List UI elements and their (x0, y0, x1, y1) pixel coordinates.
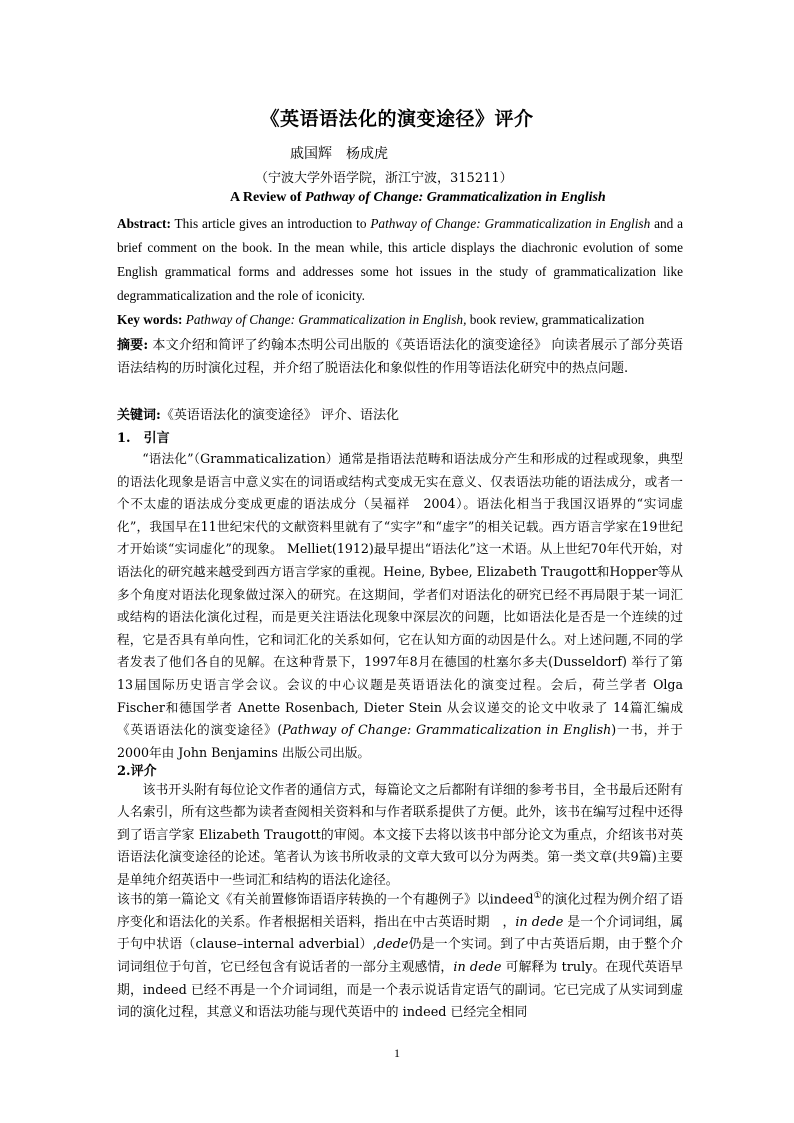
abstract-cn-text: 本文介绍和简评了约翰本杰明公司出版的《英语语法化的演变途径》 向读者展示了部分英语语法结构的历时演化过程，并介绍了脱语法化和象似性的作用等语法化研究中的热点问题. (117, 338, 683, 376)
abstract-chinese (117, 334, 683, 380)
english-title-book: Pathway of Change: Grammaticalization in English (305, 190, 606, 205)
para3-text-b: 的演化过程为例介绍了语序变化和语法化的关系。作者根据相关语料，指出在中古英语时期 ， (117, 892, 683, 930)
paragraph-review-2 (117, 885, 683, 1025)
para1-text-a: “语法化”（Grammaticalization）通常是指语法范畴和语法成分产生和形成的过程或现象，典型的语法化现象是语言中意义实在的词语或结构式变成无实在意义、仅表语法功能的语法成分，或者一个不太虚的语法成分变成更虚的语法成分（吴福祥 2004）。语法化相当于我国汉语界的“实词虚化”，我国早在11世纪宋代的文献资料里就有了“实字”和“虚字”的相关记载。西方语言学家在19世纪才开始谈“实词虚化”的现象。 Melliet(1912)最早提出“语法化”这一术语。从上世纪70年代开始，对语法化的研究越来越受到西方语言学家的重视。Heine, Bybee, Elizabeth Traugott和Hopper等从多个角度对语法化现象做过深入的研究。在这期间，学者们对语法化的研究已经不再局限于某一词汇或结构的语法化演化过程，而是更关注语法化现象中深层次的问题，比如语法化是否是一个连续的过程，它是否具有单向性，它和词汇化的关系如何，它在认知方面的动因是什么。对上述问题,不同的学者发表了他们各自的见解。在这种背景下，1997年8月在德国的杜塞尔多夫(Dusseldorf) 举行了第13届国际历史语言学会议。会议的中心议题是英语语法化的演变过程。会后，荷兰学者 Olga Fischer和德国学者 Anette Rosenbach, Dieter Stein 从会议递交的论文中收录了 14篇汇编成《英语语法化的演变途径》( (117, 451, 683, 738)
para1-text-b: )一书，并于 2000年由 John Benjamins 出版公司出版。 (117, 722, 683, 760)
keywords-cn-text: 《英语语法化的演变途径》 评介、语法化 (160, 408, 399, 423)
paragraph-introduction (117, 448, 683, 764)
keywords-cn-label: 关键词: (117, 408, 161, 423)
affiliation: （宁波大学外语学院，浙江宁波，315211） (255, 171, 513, 186)
abstract-en-book-title: Pathway of Change: Grammaticalization in English (370, 216, 651, 231)
abstract-cn-label: 摘要: (117, 338, 149, 353)
abstract-en-text-1: This article gives an introduction to (170, 216, 371, 231)
para3-term-2: dede (376, 937, 409, 953)
abstract-en-label: Abstract: (117, 216, 171, 231)
para3-text-d: 仍是一个实词。到了中古英语后期，由于整个介词词组位于句首，它已经包含有说话者的一部分主观感情， (117, 937, 684, 976)
para3-text-a: 该书的第一篇论文《有关前置修饰语语序转换的一个有趣例子》以indeed (117, 892, 534, 908)
abstract-en-text-2: and a brief comment on the book. In the mean while, this article displays the diachronic evolution of some English grammatical forms and addresses some hot issues in the study of grammaticalization like degrammaticalization and the role of iconicity. (117, 216, 683, 303)
english-title-prefix: A Review of (230, 190, 306, 205)
page-number: 1 (394, 1046, 400, 1060)
para3-text-c: 是一个介词词组，属于句中状语（clause–internal adverbial）, (117, 914, 683, 953)
paragraph-review-1: 该书开头附有每位论文作者的通信方式，每篇论文之后都附有详细的参考书目，全书最后还附有人名索引，所有这些都为读者查阅相关资料和与作者联系提供了方便。此外，该书在编写过程中还得到了语言学家 Elizabeth Traugott的审阅。本文接下去将以该书中部分论文为重点，介绍该书对英语语法化演变途径的论述。笔者认为该书所收录的文章大致可以分为两类。第一类文章(共9篇)主要是单纯介绍英语中一些词汇和结构的语法化途径。 (117, 783, 683, 888)
keywords-en-label: Key words: (117, 312, 183, 327)
authors: 戚国辉 杨成虎 (290, 146, 388, 162)
section-heading-review: 2.评介 (117, 764, 157, 779)
section-heading-introduction: 1. 引言 (117, 431, 170, 446)
abstract-english (117, 212, 683, 308)
english-title (230, 190, 606, 206)
keywords-chinese (117, 404, 683, 428)
keywords-en-book: Pathway of Change: Grammaticalization in English, (182, 312, 467, 327)
para3-term-1: in dede (515, 914, 564, 930)
footnote-marker: ① (533, 891, 542, 901)
para3-text-e: 可解释为 truly。在现代英语早期，indeed 已经不再是一个介词词组，而是一个表示说话肯定语气的副词。它已完成了从实词到虚词的演化过程，其意义和语法功能与现代英语中的 indeed 已经完全相同 (117, 960, 684, 1021)
keywords-en-rest: book review, grammaticalization (466, 312, 645, 327)
para1-book-title: Pathway of Change: Grammaticalization in English (282, 722, 612, 738)
paper-title: 《英语语法化的演变途径》评介 (260, 108, 534, 130)
keywords-english (117, 308, 683, 332)
para3-term-3: in dede (453, 960, 502, 976)
